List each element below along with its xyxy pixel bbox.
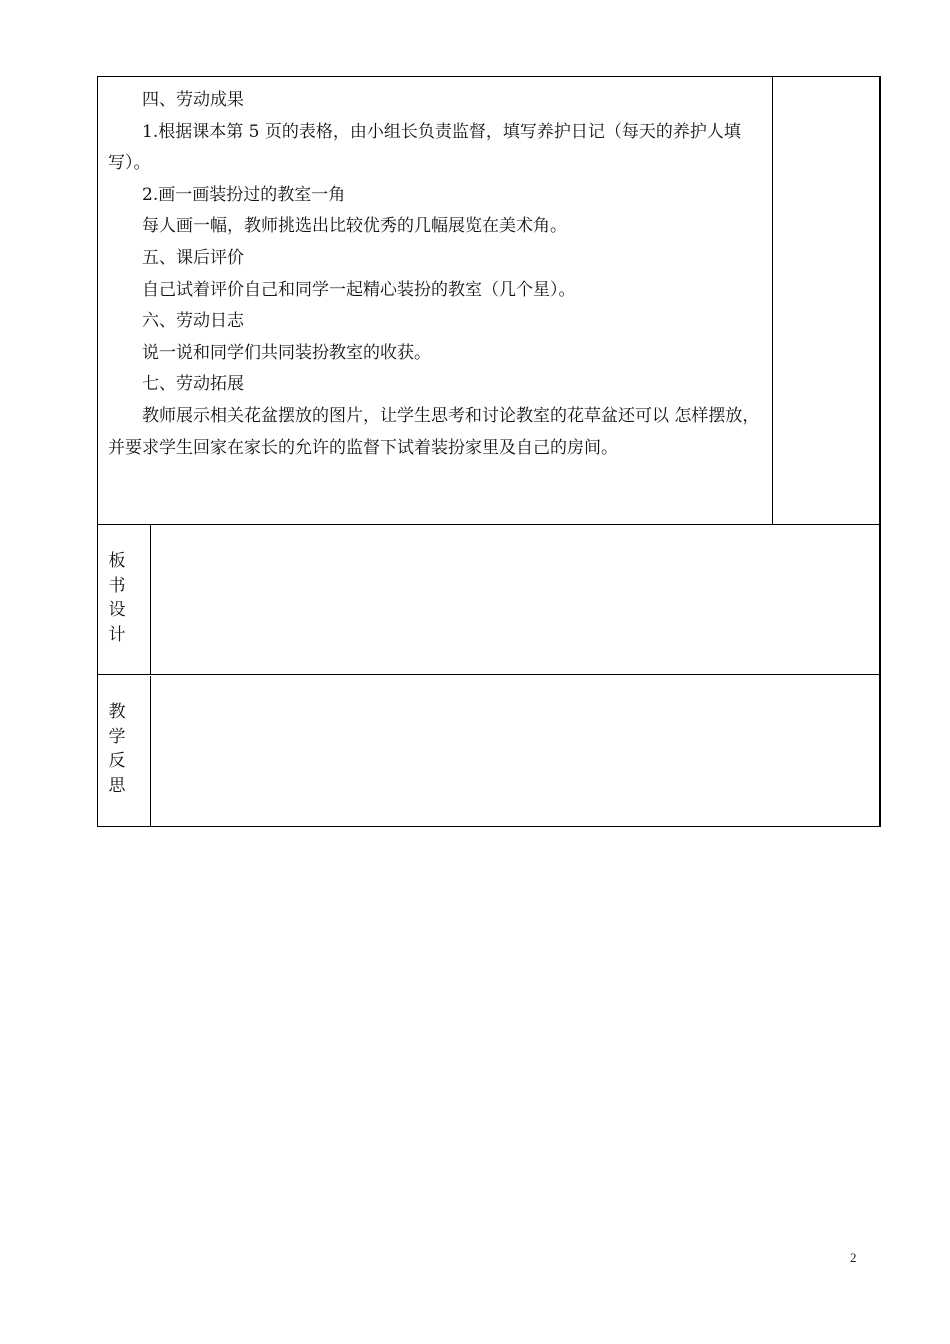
heading-labor-results: 四、劳动成果 bbox=[142, 90, 244, 110]
lesson-plan-table bbox=[97, 76, 881, 827]
board-design-label-cell bbox=[98, 525, 151, 674]
teaching-reflection-label-cell bbox=[98, 676, 151, 826]
heading-labor-extension: 七、劳动拓展 bbox=[142, 374, 244, 395]
heading-after-class-evaluation: 五、课后评价 bbox=[142, 247, 244, 268]
notes-cell bbox=[773, 77, 880, 524]
item-care-diary: 1.根据课本第 5 页的表格，由小组长负责监督，填写养护日记（每天的养护人填写）。 bbox=[108, 121, 741, 174]
page-number: 2 bbox=[850, 1250, 857, 1265]
heading-labor-log: 六、劳动日志 bbox=[142, 311, 244, 332]
evaluation-text: 自己试着评价自己和同学一起精心装扮的教室（几个星）。 bbox=[142, 279, 576, 300]
teaching-reflection-label: 教学反思 bbox=[108, 702, 126, 796]
item-draw-classroom: 2.画一画装扮过的教室一角 bbox=[142, 184, 346, 205]
board-design-label: 板书设计 bbox=[108, 551, 126, 645]
activity-content-cell bbox=[98, 77, 773, 524]
labor-extension-text: 教师展示相关花盆摆放的图片，让学生思考和讨论教室的花草盆还可以 怎样摆放，并要求学生回家在家长的允许的监督下试着装扮家里及自己的房间。 bbox=[108, 405, 760, 458]
item-draw-description: 每人画一幅，教师挑选出比较优秀的几幅展览在美术角。 bbox=[142, 216, 567, 237]
labor-log-text: 说一说和同学们共同装扮教室的收获。 bbox=[142, 342, 431, 363]
activity-section-row bbox=[98, 77, 880, 525]
board-design-content-cell bbox=[151, 525, 880, 674]
board-design-row bbox=[98, 525, 880, 675]
teaching-reflection-row bbox=[98, 676, 880, 826]
teaching-reflection-content-cell bbox=[151, 676, 880, 826]
